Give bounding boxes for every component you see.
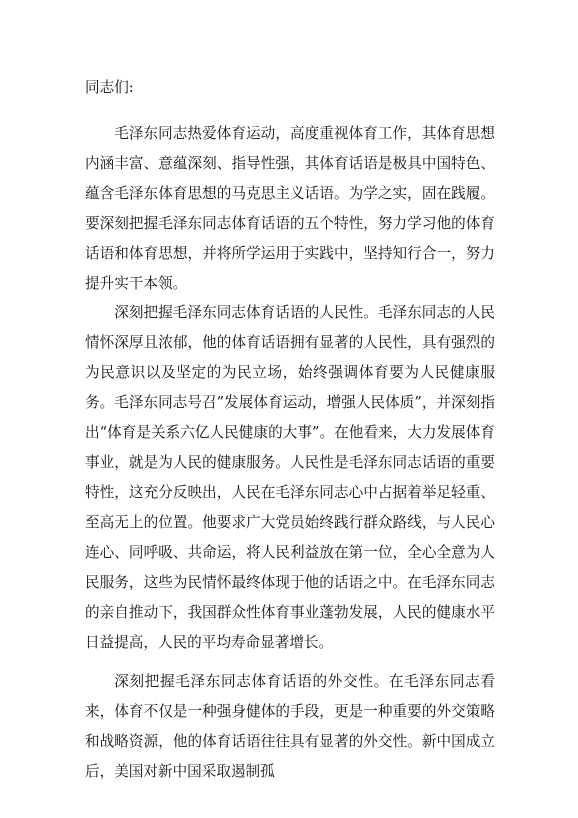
- paragraph-people-oriented: 深刻把握毛泽东同志体育话语的人民性。毛泽东同志的人民情怀深厚且浓郁，他的体育话语拥有显著的人民性，具有强烈的为民意识以及坚定的为民立场，始终强调体育要为人民健康服务。毛泽东同志号召”发展体育运动，增强人民体质”，并深刻指出“体育是关系六亿人民健康的大事”。在他看来，大力发展体育事业，就是为人民的健康服务。人民性是毛泽东同志话语的重要特性，这充分反映出，人民在毛泽东同志心中占据着举足轻重、至高无上的位置。他要求广大党员始终践行群众路线，与人民心连心、同呼吸、共命运，将人民利益放在第一位，全心全意为人民服务，这些为民情怀最终体现于他的话语之中。在毛泽东同志的亲自推动下，我国群众性体育事业蓬勃发展，人民的健康水平日益提高，人民的平均寿命显著增长。: [85, 304, 495, 651]
- paragraph-diplomatic: 深刻把握毛泽东同志体育话语的外交性。在毛泽东同志看来，体育不仅是一种强身健体的手段，更是一种重要的外交策略和战略资源，他的体育话语往往具有显著的外交性。新中国成立后，美国对新中国采取遏制孤: [85, 673, 495, 780]
- paragraph-intro: 毛泽东同志热爱体育运动，高度重视体育工作，其体育思想内涵丰富、意蕴深刻、指导性强，其体育话语是极具中国特色、蕴含毛泽东体育思想的马克思主义话语。为学之实，固在践履。要深刻把握毛泽东同志体育话语的五个特性，努力学习他的体育话语和体育思想，并将所学运用于实践中，坚持知行合一，努力提升实干本领。: [85, 125, 495, 292]
- salutation: 同志们:: [85, 79, 134, 96]
